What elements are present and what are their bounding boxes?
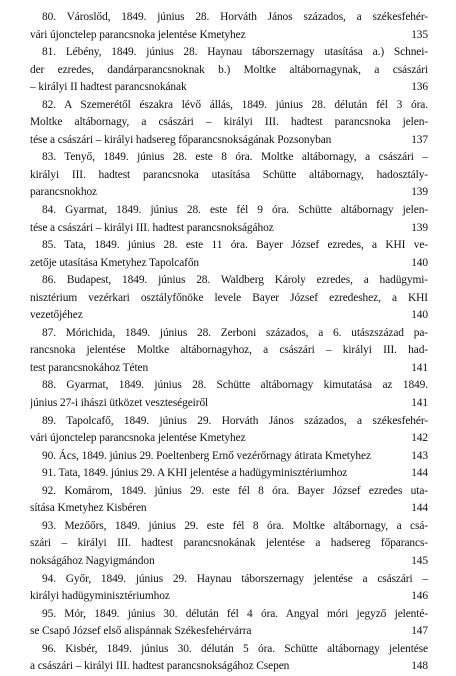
page-number: 144 [411, 467, 428, 480]
toc-entry [30, 202, 428, 237]
entry-line: 93. Mezőőrs, 1849. június 29. este fél 8 óra. Moltke altábornagy, a csá- [42, 519, 428, 532]
toc-entry [30, 571, 428, 606]
entry-line: 92. Komárom, 1849. június 29. este fél 8 óra. Bayer József ezredes uta- [42, 484, 428, 497]
entry-line: királyi III. hadtest parancsnoka utasítása Schütte altábornagy, hadosztály- [30, 168, 428, 181]
entry-line: 88. Gyarmat, 1849. június 28. Schütte altábornagy kimutatása az 1849. [42, 379, 428, 392]
entry-line: 83. Tenyő, 1849. június 28. este 8 óra. Moltke altábornagy, a császári – [42, 151, 428, 164]
entry-line [30, 27, 428, 45]
page-number: 146 [411, 590, 428, 603]
toc-entry [30, 518, 428, 571]
entry-text-line: vári újonctelep parancsnoka jelentése Kmetyhez [30, 432, 246, 445]
entry-text-line: tése a császári – királyi hadsereg főparancsnokságának Pozsonyban [30, 133, 332, 146]
entry-line [30, 220, 428, 238]
entry-line [30, 658, 428, 676]
page-number: 141 [411, 361, 428, 374]
entry-text-line: június 27-i ihászi ütközet veszteségeiről [30, 397, 209, 410]
toc-entry [30, 483, 428, 518]
entry-line [30, 360, 428, 378]
entry-line: 94. Győr, 1849. június 29. Haynau táborszernagy jelentése a császári – [42, 572, 428, 585]
page-number: 145 [411, 554, 428, 567]
page-number: 139 [411, 186, 428, 199]
entry-line: 89. Tapolcafő, 1849. június 29. Horváth János százados, a székesfehér- [42, 414, 428, 427]
toc-entry [30, 149, 428, 202]
toc-entry [30, 325, 428, 378]
page-number: 136 [411, 81, 428, 94]
entry-text-line: test parancsnokához Téten [30, 361, 149, 374]
entry-line [30, 588, 428, 606]
entry-line: 86. Budapest, 1849. június 28. Waldberg Károly ezredes, a hadügymi- [42, 274, 428, 287]
entry-text-line: a császári – királyi III. hadtest parancsnokságához Csepen [30, 660, 290, 673]
entry-line [30, 448, 428, 466]
entry-line [30, 79, 428, 97]
entry-text-line: királyi hadügyminisztériumhoz [30, 590, 170, 603]
page-number: 139 [411, 221, 428, 234]
toc-entry [30, 9, 428, 44]
page-number: 142 [411, 432, 428, 445]
entry-line: Moltke altábornagy, a császári – királyi III. hadtest parancsnoka jelen- [30, 116, 428, 129]
page-number: 135 [411, 28, 428, 41]
toc-entry [30, 465, 428, 483]
entry-line: nisztérium vezérkari osztályfőnöke levele Bayer József ezredeshez, a KHI [30, 291, 428, 304]
entry-line: 95. Mór, 1849. június 30. délután fél 4 óra. Angyal móri jegyző jelenté- [42, 607, 428, 620]
entry-text-line: 90. Ács, 1849. június 29. Poeltenberg Ernő vezérőrnagy átirata Kmetyhez [42, 449, 371, 462]
entry-line [30, 395, 428, 413]
entry-line: 80. Városlőd, 1849. június 28. Horváth János százados, a székesfehér- [42, 11, 428, 23]
entry-text-line: 91. Tata, 1849. június 29. A KHI jelentése a hadügyminisztériumhoz [42, 467, 348, 480]
entry-line [30, 430, 428, 448]
entry-text-line: vezetőjéhez [30, 309, 83, 322]
entry-line: 87. Mórichida, 1849. június 28. Zerboni százados, a 6. utászszázad pa- [42, 326, 428, 339]
entry-text-line: nokságához Nagyigmándon [30, 554, 155, 567]
page-number: 140 [411, 256, 428, 269]
entry-line: 82. A Szemerétől északra lévő állás, 1849. június 28. délután fél 3 óra. [42, 98, 428, 111]
toc-entry [30, 606, 428, 641]
toc-entry [30, 413, 428, 448]
toc-entry [30, 448, 428, 466]
entry-text-line: se Csapó József első alispánnak Székesfehérvárra [30, 625, 252, 638]
entry-line: 96. Kisbér, 1849. június 30. délután 5 óra. Schütte altábornagy jelentése [42, 642, 428, 655]
page-number: 141 [411, 397, 428, 410]
entry-line: szári – királyi III. hadtest parancsnokának jelentése a hadsereg főparancs- [30, 537, 428, 550]
entry-line [30, 184, 428, 202]
entry-text-line: parancsnokhoz [30, 186, 98, 199]
entry-line: der ezredes, dandárparancsnoknak b.) Moltke altábornagynak, a császári [30, 63, 428, 76]
entry-line [30, 307, 428, 325]
toc-entry [30, 272, 428, 325]
entry-text-line: sítása Kmetyhez Kisbéren [30, 502, 147, 515]
toc-entry [30, 44, 428, 97]
entry-text-line: – királyi II hadtest parancsnokának [30, 81, 187, 94]
entry-line: 81. Lébény, 1849. június 28. Haynau táborszernagy utasítása a.) Schnei- [42, 46, 428, 59]
entry-line [30, 255, 428, 273]
entry-line [30, 465, 428, 483]
entry-text-line: zetője utasítása Kmetyhez Tapolcafőn [30, 256, 200, 269]
entry-text-line: tése a császári – királyi III. hadtest parancsnokságához [30, 221, 274, 234]
page-number: 143 [411, 449, 428, 462]
toc-entry [30, 237, 428, 272]
entry-text-line: vári újonctelep parancsnoka jelentése Kmetyhez [30, 28, 246, 41]
page-number: 147 [411, 625, 428, 638]
toc-entry [30, 641, 428, 676]
entry-line: rancsnoka jelentése Moltke altábornagyhoz, a császári – királyi III. had- [30, 344, 428, 357]
page-number: 148 [411, 660, 428, 673]
toc-entry [30, 377, 428, 412]
entry-line [30, 132, 428, 150]
page-number: 140 [411, 309, 428, 322]
page-number: 137 [411, 133, 428, 146]
entry-line [30, 553, 428, 571]
page-number: 144 [411, 502, 428, 515]
entry-line: 85. Tata, 1849. június 28. este 11 óra. Bayer József ezredes, a KHI ve- [42, 239, 428, 252]
entry-line: 84. Gyarmat, 1849. június 28. este fél 9 óra. Schütte altábornagy jelen- [42, 204, 428, 217]
entry-line [30, 500, 428, 518]
toc-entry [30, 97, 428, 150]
entry-line [30, 623, 428, 641]
